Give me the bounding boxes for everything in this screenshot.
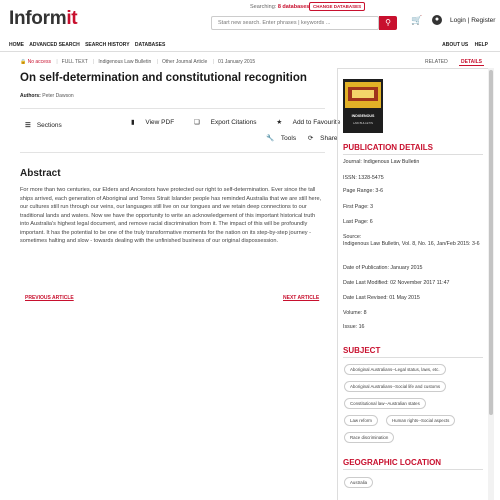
article-tools — [131, 118, 358, 126]
previous-article-link[interactable]: PREVIOUS ARTICLE — [25, 295, 74, 301]
details-divider — [343, 154, 483, 155]
list-icon: ☰ — [25, 122, 31, 129]
article-tools-2 — [256, 134, 338, 142]
toolbar-divider-bottom — [20, 152, 325, 153]
nav-about-us[interactable]: ABOUT US — [442, 42, 469, 48]
secondary-nav — [437, 42, 488, 48]
abstract-heading: Abstract — [20, 168, 61, 179]
change-databases-button[interactable]: CHANGE DATABASES — [309, 2, 365, 11]
nav-advanced-search[interactable]: ADVANCED SEARCH — [29, 42, 80, 48]
subject-tag[interactable]: Constitutional law--Australian states — [344, 398, 426, 409]
subject-tag[interactable]: Human rights--Social aspects — [386, 415, 455, 426]
user-icon: ● — [432, 15, 442, 25]
search-icon: ⚲ — [385, 18, 391, 27]
wrench-icon: 🔧 — [266, 135, 275, 142]
view-pdf-button[interactable]: ▮ View PDF — [131, 119, 175, 126]
meta-journal[interactable]: Indigenous Law Bulletin — [98, 59, 152, 65]
share-button[interactable]: ⟳ Share — [307, 135, 338, 142]
next-article-link[interactable]: NEXT ARTICLE — [283, 295, 320, 301]
meta-date: 01 January 2015 — [217, 59, 256, 65]
share-icon: ⟳ — [307, 135, 314, 142]
journal-cover-image — [343, 79, 383, 133]
cover-subtitle: LAW BULLETIN — [352, 121, 374, 125]
detail-date-modified: Date Last Modified: 02 November 2017 11:47 — [343, 280, 450, 286]
pdf-icon: ▮ — [131, 119, 135, 126]
detail-source: Indigenous Law Bulletin, Vol. 8, No. 16, Jan/Feb 2015: 3-6 — [343, 241, 480, 247]
article-meta: 🔒 No access | FULL TEXT | Indigenous Law Bulletin | Other Journal Article | 01 January 2015 — [20, 59, 256, 65]
tab-details[interactable]: DETAILS — [461, 59, 483, 65]
subject-tag[interactable]: Law reform — [344, 415, 378, 426]
nav-home[interactable]: HOME — [9, 42, 24, 48]
search-input[interactable]: Start new search. Enter phrases | keywords ... — [211, 16, 379, 30]
detail-date-publication: Date of Publication: January 2015 — [343, 265, 423, 271]
tab-related[interactable]: RELATED — [425, 59, 448, 65]
detail-volume: Volume: 8 — [343, 310, 367, 316]
meta-fulltext: FULL TEXT — [61, 59, 88, 65]
informit-logo[interactable]: Informit — [9, 8, 78, 29]
nav-help[interactable]: HELP — [474, 42, 488, 48]
nav-divider — [0, 51, 500, 52]
export-icon: ❏ — [193, 119, 200, 126]
subject-heading: SUBJECT — [343, 346, 381, 355]
detail-source-label: Source: — [343, 234, 362, 240]
detail-date-revised: Date Last Revised: 01 May 2015 — [343, 295, 420, 301]
active-tab-indicator — [459, 65, 484, 66]
subject-tag[interactable]: Aboriginal Australians--Legal status, laws, etc. — [344, 364, 446, 375]
main-nav — [9, 42, 169, 48]
access-status: No access — [27, 59, 51, 65]
location-tag[interactable]: Australia — [344, 477, 373, 488]
publication-details-heading: PUBLICATION DETAILS — [343, 143, 433, 152]
detail-first-page: First Page: 3 — [343, 204, 374, 210]
nav-databases[interactable]: DATABASES — [134, 42, 166, 48]
abstract-text: For more than two centuries, our Elders and Ancestors have protected our right to self-determination. Ever since the tall ships arrived, each generation of Aboriginal and Torres Strait Islander people has reminded Australia that we are still here, our cultures still run through our veins, our languages still live on our tongues and we retain deep connections to our traditional lands and waters. Now we have the opportunity to write an acknowledgement of this important historical truth into Australia's highest legal document, and remove racial discrimination from it. The impact of this will be profoundly important. It has the potential to be one of the truly transformative moments for the nation on its step-by-step journey - sometimes halting and slow - towards dealing with the unfinished business of our original dispossession. — [20, 187, 322, 244]
searching-databases-text: Searching: 8 databases — [250, 4, 310, 10]
article-title: On self-determination and constitutional recognition — [20, 72, 307, 84]
subject-tag[interactable]: Race discrimination — [344, 432, 394, 443]
add-favourite-button[interactable]: ★ Add to Favourite — [276, 119, 341, 126]
geo-divider — [343, 469, 483, 470]
cart-icon[interactable]: 🛒 — [411, 15, 423, 25]
article-authors: Authors: Peter Dawson — [20, 93, 74, 99]
panel-scrollbar-thumb[interactable] — [489, 70, 493, 415]
export-citations-button[interactable]: ❏ Export Citations — [193, 119, 257, 126]
cover-title: INDIGENOUS — [351, 114, 375, 118]
star-icon: ★ — [276, 119, 283, 126]
author-link[interactable]: Peter Dawson — [42, 93, 74, 99]
subject-tag[interactable]: Aboriginal Australians--Social life and customs — [344, 381, 446, 392]
login-register-link[interactable]: Login | Register — [450, 17, 496, 24]
tools-button[interactable]: 🔧 Tools — [266, 135, 297, 142]
detail-journal: Journal: Indigenous Law Bulletin — [343, 159, 420, 165]
subject-divider — [343, 357, 483, 358]
lock-icon: 🔒 — [20, 59, 27, 65]
detail-page-range: Page Range: 3-6 — [343, 188, 384, 194]
sections-button[interactable]: ☰ Sections — [25, 122, 62, 129]
meta-type: Other Journal Article — [161, 59, 208, 65]
detail-issn: ISSN: 1328-5475 — [343, 175, 384, 181]
nav-search-history[interactable]: SEARCH HISTORY — [85, 42, 130, 48]
detail-issue: Issue: 16 — [343, 324, 365, 330]
detail-last-page: Last Page: 6 — [343, 219, 373, 225]
search-button[interactable] — [379, 16, 397, 30]
toolbar-divider-top — [20, 108, 325, 109]
geographic-location-heading: GEOGRAPHIC LOCATION — [343, 458, 442, 467]
